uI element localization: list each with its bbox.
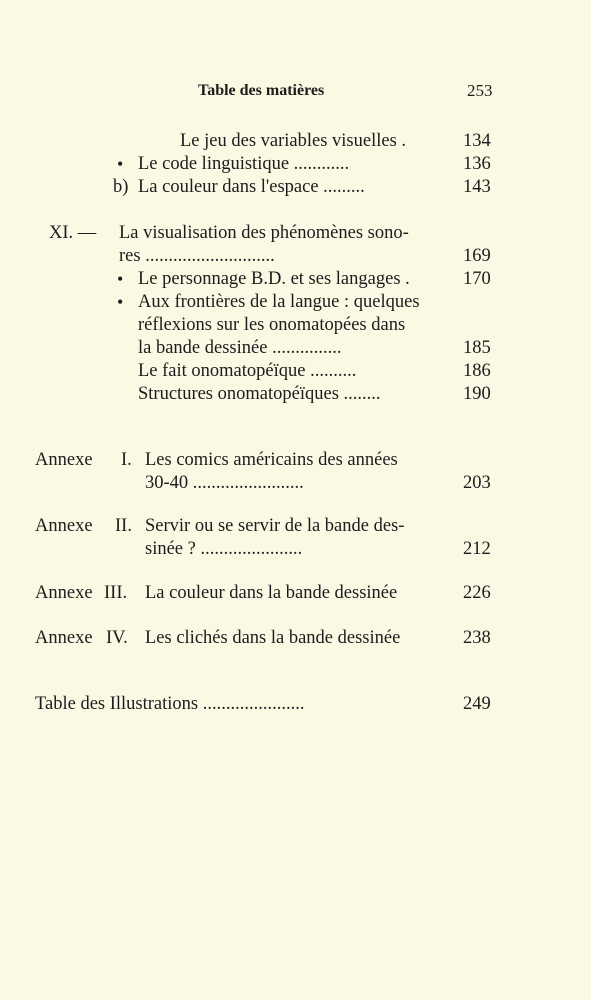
- annex-roman: IV.: [106, 628, 128, 648]
- toc-entry-text: Le jeu des variables visuelles .: [180, 131, 407, 151]
- toc-entry-text: Aux frontières de la langue : quelques: [138, 292, 420, 312]
- annex-page: 212: [463, 539, 491, 559]
- annex-title-cont: sinée ? ......................: [145, 539, 303, 559]
- annex-title-cont: 30-40 ........................: [145, 473, 304, 493]
- toc-entry-page: 169: [463, 246, 491, 266]
- toc-entry-page: 134: [463, 131, 491, 151]
- annex-label: Annexe: [35, 628, 93, 648]
- toc-entry-text: réflexions sur les onomatopées dans: [138, 315, 406, 335]
- annex-label: Annexe: [35, 516, 93, 536]
- toc-entry-text: la bande dessinée ...............: [138, 338, 342, 358]
- annex-roman: II.: [115, 516, 132, 536]
- annex-page: 238: [463, 628, 491, 648]
- page-number: 253: [467, 81, 493, 100]
- bullet-icon: •: [117, 154, 124, 174]
- toc-entry-text: res ............................: [119, 246, 275, 266]
- annex-roman: I.: [121, 450, 132, 470]
- annex-title: Servir ou se servir de la bande des-: [145, 516, 405, 536]
- illustrations-title: Table des Illustrations ......................: [35, 694, 305, 714]
- bullet-icon: •: [117, 292, 124, 312]
- toc-entry-text: Le fait onomatopéïque ..........: [138, 361, 357, 381]
- chapter-number: XI. —: [49, 223, 97, 243]
- annex-roman: III.: [104, 583, 128, 603]
- toc-entry-page: 170: [463, 269, 491, 289]
- toc-entry-page: 186: [463, 361, 491, 381]
- toc-entry-page: 185: [463, 338, 491, 358]
- toc-entry-page: 143: [463, 177, 491, 197]
- annex-page: 203: [463, 473, 491, 493]
- illustrations-page: 249: [463, 694, 491, 714]
- annex-title: La couleur dans la bande dessinée: [145, 583, 398, 603]
- toc-entry-text: Structures onomatopéïques ........: [138, 384, 381, 404]
- annex-label: Annexe: [35, 450, 93, 470]
- annex-label: Annexe: [35, 583, 93, 603]
- toc-entry-page: 190: [463, 384, 491, 404]
- toc-entry-page: 136: [463, 154, 491, 174]
- page-header-title: Table des matières: [198, 82, 325, 99]
- annex-title: Les comics américains des années: [145, 450, 398, 470]
- toc-entry-marker: b): [113, 177, 129, 197]
- annex-title: Les clichés dans la bande dessinée: [145, 628, 401, 648]
- toc-entry-text: Le code linguistique ............: [138, 154, 350, 174]
- toc-entry-text: Le personnage B.D. et ses langages .: [138, 269, 410, 289]
- chapter-title: La visualisation des phénomènes sono-: [119, 223, 409, 243]
- annex-page: 226: [463, 583, 491, 603]
- bullet-icon: •: [117, 269, 124, 289]
- toc-entry-text: La couleur dans l'espace .........: [138, 177, 365, 197]
